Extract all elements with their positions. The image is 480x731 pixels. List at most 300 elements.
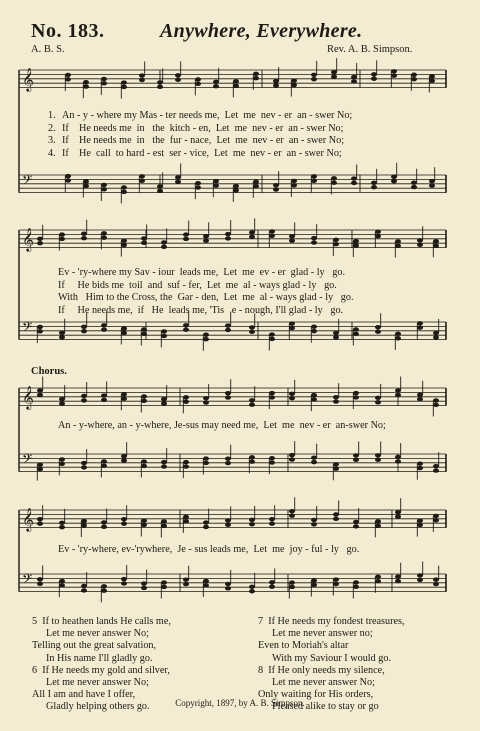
note-head xyxy=(139,73,145,77)
note-head xyxy=(101,398,107,402)
note-head xyxy=(101,187,107,191)
note-head xyxy=(351,176,357,180)
chorus-lyric-line1: An - y-where, an - y-where, Je-sus may need me, Let me nev - er an-swer No; xyxy=(58,420,386,431)
note-head xyxy=(225,518,231,522)
note-head xyxy=(59,521,65,525)
note-head xyxy=(83,80,89,84)
note-head xyxy=(203,337,209,341)
note-head xyxy=(59,525,65,529)
note-head xyxy=(333,512,339,516)
note-head xyxy=(59,397,65,401)
note-head xyxy=(395,455,401,459)
note-head xyxy=(183,328,189,332)
note-head xyxy=(433,403,439,407)
verse-number: 2. xyxy=(48,122,56,134)
note-head xyxy=(121,185,127,189)
verse-number: 4. xyxy=(48,147,56,159)
note-head xyxy=(81,232,87,236)
note-head xyxy=(121,331,127,335)
note-head xyxy=(395,336,401,340)
verse-text: If He call to hard - est ser - vice, Let me nev - er an - swer No; xyxy=(62,147,342,159)
note-head xyxy=(417,393,423,397)
note-head xyxy=(289,457,295,461)
note-head xyxy=(417,578,423,582)
note-head xyxy=(81,325,87,329)
note-head xyxy=(249,518,255,522)
note-head xyxy=(141,332,147,336)
note-head xyxy=(291,78,297,82)
note-head xyxy=(395,514,401,518)
note-head xyxy=(101,81,107,85)
note-head xyxy=(353,327,359,331)
note-head xyxy=(59,583,65,587)
note-head xyxy=(37,462,43,466)
note-head xyxy=(273,183,279,187)
note-head xyxy=(225,391,231,395)
verse-line: Let me never answer No; xyxy=(46,677,149,689)
note-head xyxy=(311,174,317,178)
note-head xyxy=(203,520,209,524)
note-head xyxy=(161,329,167,333)
note-head xyxy=(395,459,401,463)
note-head xyxy=(433,577,439,581)
note-head xyxy=(289,453,295,457)
note-head xyxy=(417,461,423,465)
note-head xyxy=(161,334,167,338)
note-head xyxy=(433,331,439,335)
note-head xyxy=(269,395,275,399)
note-head xyxy=(233,79,239,83)
note-head xyxy=(331,74,337,78)
note-head xyxy=(429,79,435,83)
note-head xyxy=(411,73,417,77)
note-head xyxy=(433,239,439,243)
note-head xyxy=(195,181,201,185)
note-head xyxy=(351,79,357,83)
note-head xyxy=(331,176,337,180)
note-head xyxy=(121,392,127,396)
note-head xyxy=(59,457,65,461)
note-head xyxy=(121,517,127,521)
note-head xyxy=(101,459,107,463)
verse-line: Let me never answer No; xyxy=(46,628,149,640)
note-head xyxy=(37,577,43,581)
note-head xyxy=(101,231,107,235)
note-head xyxy=(37,393,43,397)
note-head xyxy=(157,189,163,193)
note-head xyxy=(37,388,43,392)
note-head xyxy=(161,519,167,523)
note-head xyxy=(195,77,201,81)
note-head xyxy=(311,240,317,244)
treble-clef: 𝄞 xyxy=(22,385,34,409)
note-head xyxy=(175,78,181,82)
note-head xyxy=(417,518,423,522)
note-head xyxy=(433,468,439,472)
note-head xyxy=(37,517,43,521)
note-head xyxy=(353,243,359,247)
note-head xyxy=(121,243,127,247)
verse-line: 7 If He needs my fondest treasures, xyxy=(258,616,405,627)
note-head xyxy=(249,589,255,593)
note-head xyxy=(433,514,439,518)
note-head xyxy=(65,77,71,81)
note-head xyxy=(101,323,107,327)
note-head xyxy=(203,400,209,404)
note-head xyxy=(269,580,275,584)
note-head xyxy=(59,232,65,236)
note-head xyxy=(417,397,423,401)
note-head xyxy=(81,394,87,398)
note-head xyxy=(291,179,297,183)
treble-clef: 𝄞 xyxy=(22,507,34,531)
note-head xyxy=(233,84,239,88)
note-head xyxy=(83,184,89,188)
note-head xyxy=(225,582,231,586)
note-head xyxy=(141,394,147,398)
note-head xyxy=(375,453,381,457)
note-head xyxy=(161,397,167,401)
note-head xyxy=(311,456,317,460)
note-head xyxy=(391,179,397,183)
note-head xyxy=(175,180,181,184)
note-head xyxy=(291,183,297,187)
verse-line: Telling out the great salvation, xyxy=(32,640,157,652)
note-head xyxy=(59,335,65,339)
note-head xyxy=(371,77,377,81)
note-head xyxy=(311,179,317,183)
refrain-line: With Him to the Cross, the Gar - den, Let me al - ways glad - ly go. xyxy=(58,292,354,303)
note-head xyxy=(101,520,107,524)
note-head xyxy=(81,398,87,402)
note-head xyxy=(233,184,239,188)
note-head xyxy=(433,582,439,586)
note-head xyxy=(183,582,189,586)
note-head xyxy=(37,467,43,471)
note-head xyxy=(375,524,381,528)
note-head xyxy=(141,236,147,240)
note-head xyxy=(161,401,167,405)
note-head xyxy=(121,581,127,585)
note-head xyxy=(65,174,71,178)
note-head xyxy=(225,395,231,399)
note-head xyxy=(81,523,87,527)
note-head xyxy=(333,462,339,466)
note-head xyxy=(195,185,201,189)
note-head xyxy=(311,236,317,240)
note-head xyxy=(395,510,401,514)
note-head xyxy=(353,391,359,395)
note-head xyxy=(333,242,339,246)
note-head xyxy=(375,396,381,400)
hymn-title: Anywhere, Everywhere. xyxy=(160,20,363,42)
note-head xyxy=(101,183,107,187)
note-head xyxy=(249,235,255,239)
note-head xyxy=(81,465,87,469)
bass-clef: 𝄢 xyxy=(22,571,33,590)
note-head xyxy=(433,518,439,522)
note-head xyxy=(289,513,295,517)
verse-line: In His name I'll gladly go. xyxy=(46,652,153,664)
note-head xyxy=(101,525,107,529)
note-head xyxy=(311,522,317,526)
note-head xyxy=(311,397,317,401)
note-head xyxy=(37,521,43,525)
note-head xyxy=(141,399,147,403)
note-head xyxy=(183,323,189,327)
note-head xyxy=(371,72,377,76)
note-head xyxy=(203,583,209,587)
note-head xyxy=(101,393,107,397)
note-head xyxy=(333,577,339,581)
note-head xyxy=(351,75,357,79)
note-head xyxy=(183,577,189,581)
note-head xyxy=(213,84,219,88)
note-head xyxy=(37,241,43,245)
note-head xyxy=(59,401,65,405)
note-head xyxy=(333,467,339,471)
note-head xyxy=(311,583,317,587)
note-head xyxy=(289,396,295,400)
note-head xyxy=(429,179,435,183)
note-head xyxy=(37,237,43,241)
note-head xyxy=(353,524,359,528)
note-head xyxy=(417,238,423,242)
note-head xyxy=(269,460,275,464)
note-head xyxy=(141,518,147,522)
note-head xyxy=(433,335,439,339)
note-head xyxy=(161,460,167,464)
note-head xyxy=(161,580,167,584)
note-head xyxy=(353,453,359,457)
note-head xyxy=(269,391,275,395)
note-head xyxy=(375,234,381,238)
note-head xyxy=(225,328,231,332)
verse-line xyxy=(48,148,342,159)
note-head xyxy=(101,589,107,593)
note-head xyxy=(391,69,397,73)
note-head xyxy=(289,234,295,238)
note-head xyxy=(311,77,317,81)
note-head xyxy=(311,325,317,329)
note-head xyxy=(213,80,219,84)
note-head xyxy=(59,579,65,583)
copyright-notice: Copyright, 1897, by A. B. Simpson. xyxy=(175,698,305,708)
note-head xyxy=(101,584,107,588)
note-head xyxy=(273,83,279,87)
note-head xyxy=(121,238,127,242)
note-head xyxy=(225,523,231,527)
note-head xyxy=(353,580,359,584)
note-head xyxy=(417,523,423,527)
note-head xyxy=(311,329,317,333)
refrain-line: If He bids me toil and suf - fer, Let me al - ways glad - ly go. xyxy=(58,279,337,291)
note-head xyxy=(273,79,279,83)
note-head xyxy=(203,234,209,238)
note-head xyxy=(81,329,87,333)
note-head xyxy=(391,175,397,179)
verse-line: Gladly helping others go. xyxy=(46,701,150,713)
note-head xyxy=(333,331,339,335)
note-head xyxy=(269,456,275,460)
note-head xyxy=(289,585,295,589)
note-head xyxy=(121,190,127,194)
bass-clef: 𝄢 xyxy=(22,172,33,191)
note-head xyxy=(183,232,189,236)
note-head xyxy=(157,80,163,84)
note-head xyxy=(175,175,181,179)
verse-line xyxy=(48,110,352,121)
note-head xyxy=(375,400,381,404)
note-head xyxy=(417,466,423,470)
note-head xyxy=(121,521,127,525)
chorus-lyric-line2: Ev - 'ry-where, ev-'rywhere, Je - sus leads me, Let me joy - ful - ly go. xyxy=(58,544,360,555)
note-head xyxy=(59,237,65,241)
note-head xyxy=(333,582,339,586)
note-head xyxy=(375,519,381,523)
note-head xyxy=(289,321,295,325)
note-head xyxy=(161,524,167,528)
note-head xyxy=(395,332,401,336)
verse-line: Let me never answer No; xyxy=(272,677,375,689)
note-head xyxy=(311,518,317,522)
note-head xyxy=(195,82,201,86)
note-head xyxy=(225,586,231,590)
note-head xyxy=(101,236,107,240)
note-head xyxy=(391,73,397,77)
note-head xyxy=(225,456,231,460)
note-head xyxy=(213,179,219,183)
note-head xyxy=(161,464,167,468)
note-head xyxy=(353,520,359,524)
note-head xyxy=(253,72,259,76)
verse-line xyxy=(48,123,343,134)
note-head xyxy=(353,458,359,462)
note-head xyxy=(59,462,65,466)
refrain-line: Ev - 'ry-where my Sav - iour leads me, Let me ev - er glad - ly go. xyxy=(58,267,345,278)
note-head xyxy=(157,184,163,188)
note-head xyxy=(375,458,381,462)
note-head xyxy=(395,574,401,578)
note-head xyxy=(183,460,189,464)
note-head xyxy=(333,238,339,242)
verse-text: If He needs me in the fur - nace, Let me nev - er an - swer No; xyxy=(62,135,345,146)
note-head xyxy=(141,581,147,585)
note-head xyxy=(183,237,189,241)
note-head xyxy=(59,331,65,335)
verse-line: 8 If He only needs my silence, xyxy=(258,664,385,676)
note-head xyxy=(225,323,231,327)
music-composer: A. B. S. xyxy=(31,44,65,55)
note-head xyxy=(101,77,107,81)
note-head xyxy=(333,517,339,521)
note-head xyxy=(289,392,295,396)
note-head xyxy=(289,509,295,513)
note-head xyxy=(353,395,359,399)
note-head xyxy=(225,461,231,465)
note-head xyxy=(395,393,401,397)
note-head xyxy=(101,327,107,331)
note-head xyxy=(161,585,167,589)
note-head xyxy=(37,329,43,333)
note-head xyxy=(395,239,401,243)
note-head xyxy=(81,588,87,592)
note-head xyxy=(351,181,357,185)
note-head xyxy=(411,180,417,184)
note-head xyxy=(269,337,275,341)
note-head xyxy=(183,464,189,468)
note-head xyxy=(375,575,381,579)
note-head xyxy=(213,183,219,187)
verse-line: With my Saviour I would go. xyxy=(272,652,392,664)
note-head xyxy=(203,456,209,460)
hymn-number: No. 183. xyxy=(31,20,105,42)
note-head xyxy=(375,325,381,329)
verse-line: Let me never answer no; xyxy=(272,628,373,640)
note-head xyxy=(139,174,145,178)
note-head xyxy=(353,239,359,243)
note-head xyxy=(175,73,181,77)
note-head xyxy=(81,461,87,465)
note-head xyxy=(121,326,127,330)
note-head xyxy=(183,400,189,404)
note-head xyxy=(395,244,401,248)
verse-line: Only waiting for His orders, xyxy=(258,689,374,701)
note-head xyxy=(311,578,317,582)
note-head xyxy=(291,83,297,87)
note-head xyxy=(249,460,255,464)
note-head xyxy=(411,185,417,189)
note-head xyxy=(141,241,147,245)
note-head xyxy=(121,454,127,458)
note-head xyxy=(65,178,71,182)
note-head xyxy=(161,245,167,249)
note-head xyxy=(353,585,359,589)
note-head xyxy=(417,321,423,325)
note-head xyxy=(289,326,295,330)
note-head xyxy=(429,74,435,78)
note-head xyxy=(141,327,147,331)
verse-line: Pleased alike to stay or go xyxy=(272,701,379,713)
note-head xyxy=(101,464,107,468)
note-head xyxy=(121,577,127,581)
note-head xyxy=(417,325,423,329)
note-head xyxy=(249,522,255,526)
note-head xyxy=(65,73,71,77)
note-head xyxy=(269,332,275,336)
note-head xyxy=(141,464,147,468)
note-head xyxy=(331,181,337,185)
note-head xyxy=(81,236,87,240)
note-head xyxy=(375,230,381,234)
note-head xyxy=(249,230,255,234)
verse-text: An - y - where my Mas - ter needs me, Let me nev - er an - swer No; xyxy=(62,110,353,121)
verse-line: Even to Moriah's altar xyxy=(258,640,349,652)
note-head xyxy=(411,77,417,81)
note-head xyxy=(311,460,317,464)
note-head xyxy=(81,584,87,588)
note-head xyxy=(273,187,279,191)
note-head xyxy=(331,70,337,74)
note-head xyxy=(121,396,127,400)
note-head xyxy=(253,184,259,188)
verse-line: 5 If to heathen lands He calls me, xyxy=(32,616,171,627)
note-head xyxy=(253,76,259,80)
note-head xyxy=(157,85,163,89)
note-head xyxy=(289,580,295,584)
verse-line xyxy=(48,135,344,146)
note-head xyxy=(333,335,339,339)
